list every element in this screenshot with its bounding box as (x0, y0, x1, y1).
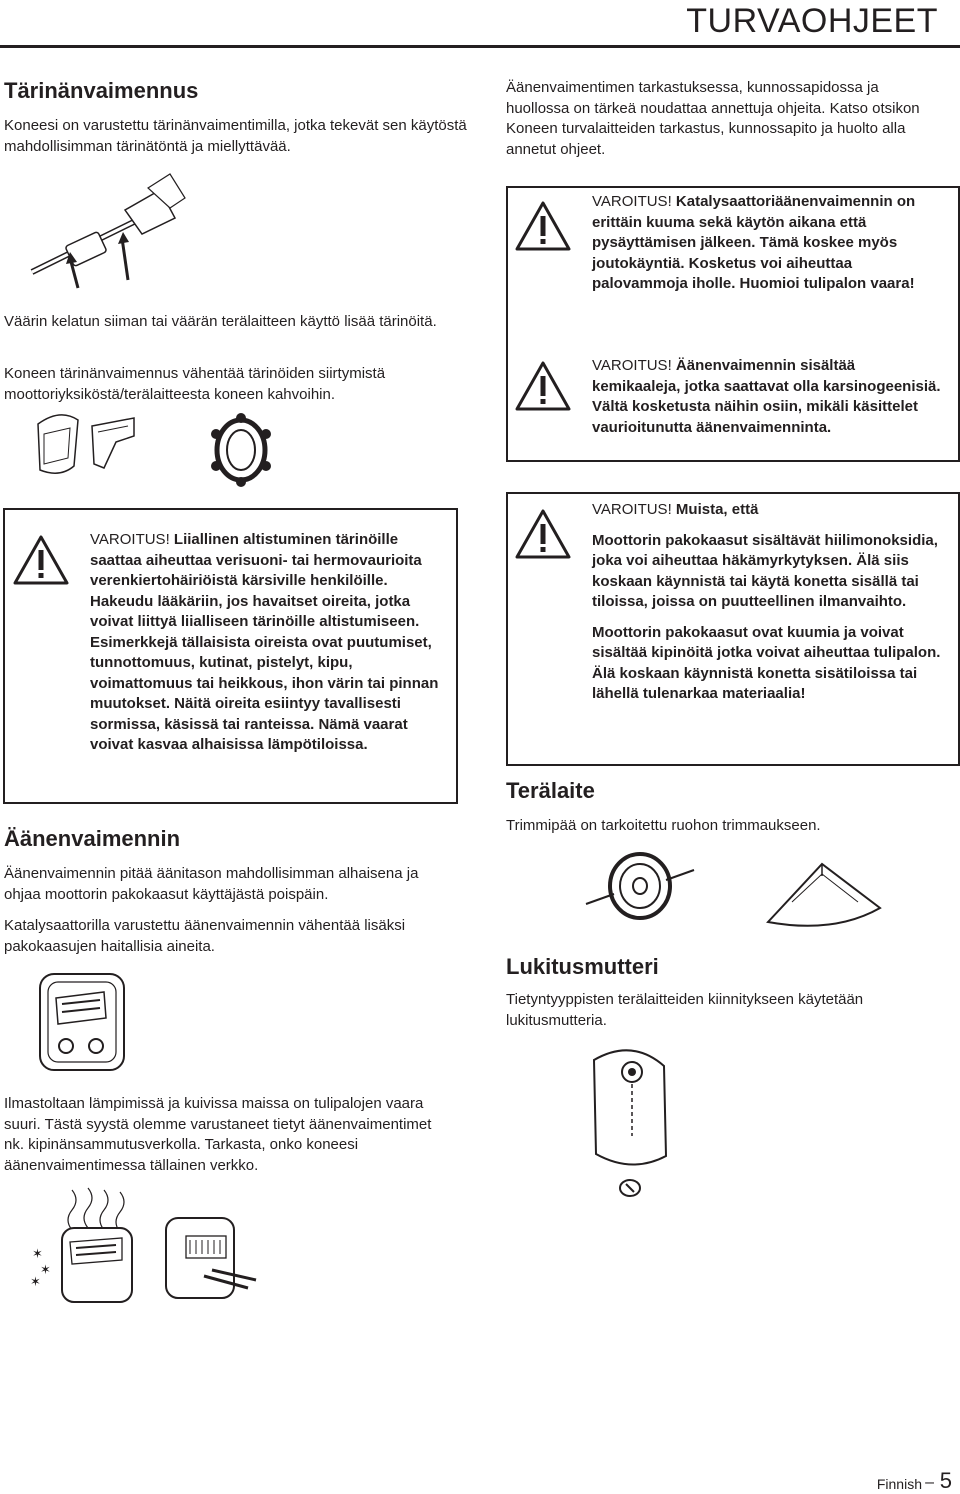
cutting-attachment-heading: Terälaite (506, 778, 595, 803)
hot-muffler-illustration (28, 1186, 148, 1306)
cutting-attachment-text: Trimmipää on tarkoitettu ruohon trimmaukseen. (506, 817, 821, 834)
header-rule (0, 45, 960, 48)
carcinogen-warning-body: Äänenvaimennin sisältää kemikaaleja, jotka saattavat olla karsinogeenisiä. Vältä kosketusta näihin osiin, mikäli käsittelet vaurioitunutta äänenvaimenninta. (592, 357, 941, 436)
spark-arrestor-illustration (160, 1214, 260, 1304)
vibration-intro: Koneesi on varustettu tärinänvaimentimilla, jotka tekevät sen käytöstä mahdollisimman tärinätöntä ja miellyttävää. (4, 117, 467, 155)
locknut-illustration (584, 1036, 680, 1206)
vibration-damper-illustration (30, 168, 190, 290)
muffler-illustration (34, 968, 134, 1080)
warning-triangle-icon (514, 360, 572, 412)
warning-lead: VAROITUS! (592, 501, 672, 518)
damper-parts-illustration (30, 404, 140, 486)
warning-lead: VAROITUS! (592, 193, 672, 210)
svg-text:✶: ✶ (30, 1275, 41, 1290)
locknut-heading: Lukitusmutteri (506, 954, 659, 979)
page-header-title: TURVAOHJEET (686, 2, 938, 40)
svg-text:✶: ✶ (40, 1263, 51, 1278)
rubber-damper-ring-icon (206, 410, 276, 490)
exhaust-warning-p1: Moottorin pakokaasut sisältävät hiilimonoksidia, joka voi aiheuttaa häkämyrkytyksen. Älä siis koskaan käynnistä tai käytä konetta sisällä tai tiloissa, joissa on puutteellinen ilmanvaihto. (592, 531, 938, 610)
page-number: 5 (939, 1468, 952, 1493)
trimmer-guard-illustration (764, 856, 886, 936)
warning-triangle-icon (514, 508, 572, 560)
exhaust-warning-text (592, 500, 948, 705)
vibration-warning-text (90, 530, 446, 756)
warning-lead: VAROITUS! (592, 357, 672, 374)
vibration-damping-text: Koneen tärinänvaimennus vähentää tärinöiden siirtymistä moottoriyksiköstä/terälaitteesta koneen kahvoihin. (4, 365, 386, 403)
footer-dash: – (925, 1474, 934, 1491)
muffler-text-1: Äänenvaimennin pitää äänitason mahdollisimman alhaisena ja ohjaa moottorin pakokaasut käyttäjästä poispäin. (4, 865, 419, 903)
muffler-text-2: Katalysaattorilla varustettu äänenvaimennin vähentää lisäksi pakokaasujen haitallisia aineita. (4, 917, 406, 955)
vibration-warning-body: Liiallinen altistuminen tärinöille saattaa aiheuttaa verisuoni- tai hermovaurioita verenkiertohäiriöistä kärsiville henkilöille. Hakeudu lääkäriin, jos havaitset oireita, jotka voivat liittyä liialliseen tärinöille altistumiseen. Esimerkkejä tällaisista oireista ovat puutumiset, tunnottomuus, kutinat, pistelyt, kipu, voimattomuus tai heikkous, ihon värin tai pinnan muutokset. Näitä oireita esiintyy tavallisesti sormissa, käsissä tai ranteissa. Nämä vaarat voivat kasvaa alhaisissa lämpötiloissa. (90, 531, 439, 753)
trimmer-head-illustration (582, 846, 698, 930)
warning-lead: VAROITUS! (90, 531, 170, 548)
catalyst-warning-text (592, 192, 942, 295)
footer-language: Finnish (876, 1476, 922, 1492)
exhaust-warning-p2: Moottorin pakokaasut ovat kuumia ja voivat sisältää kipinöitä jotka voivat aiheuttaa tulipalon. Älä koskaan käynnistä konetta sisätiloissa tai lähellä tulenarkaa materiaalia! (592, 623, 941, 702)
warning-triangle-icon (514, 200, 572, 252)
muffler-text-3: Ilmastoltaan lämpimissä ja kuivissa maissa on tulipalojen vaara suuri. Tästä syystä olemme varustaneet tietyt äänenvaimentimet nk. kipinänsammutusverkolla. Tarkasta, onko koneesi äänenvaimentimessa tällainen verkko. (4, 1095, 432, 1174)
exhaust-warning-first: Muista, että (675, 501, 759, 518)
locknut-text: Tietyntyyppisten terälaitteiden kiinnitykseen käytetään lukitusmutteria. (506, 991, 864, 1029)
vibration-heading: Tärinänvaimennus (4, 78, 199, 103)
vibration-line-text: Väärin kelatun siiman tai väärän terälaitteen käyttö lisää tärinöitä. (4, 313, 437, 330)
warning-triangle-icon (12, 534, 70, 586)
svg-text:✶: ✶ (32, 1247, 43, 1262)
carcinogen-warning-text (592, 356, 942, 438)
catalyst-warning-body: Katalysaattoriäänenvaimennin on erittäin kuuma sekä käytön aikana että pysäyttämisen jälkeen. Tämä koskee myös joutokäyntiä. Kosketus voi aiheuttaa palovammoja iholle. Huomioi tulipalon vaara! (592, 193, 916, 292)
muffler-maintenance-intro: Äänenvaimentimen tarkastuksessa, kunnossapidossa ja huollossa on tärkeä noudattaa annettuja ohjeita. Katso otsikon Koneen turvalaitteiden tarkastus, kunnossapito ja huolto alla annetut ohjeet. (506, 79, 920, 158)
muffler-heading: Äänenvaimennin (4, 826, 181, 851)
